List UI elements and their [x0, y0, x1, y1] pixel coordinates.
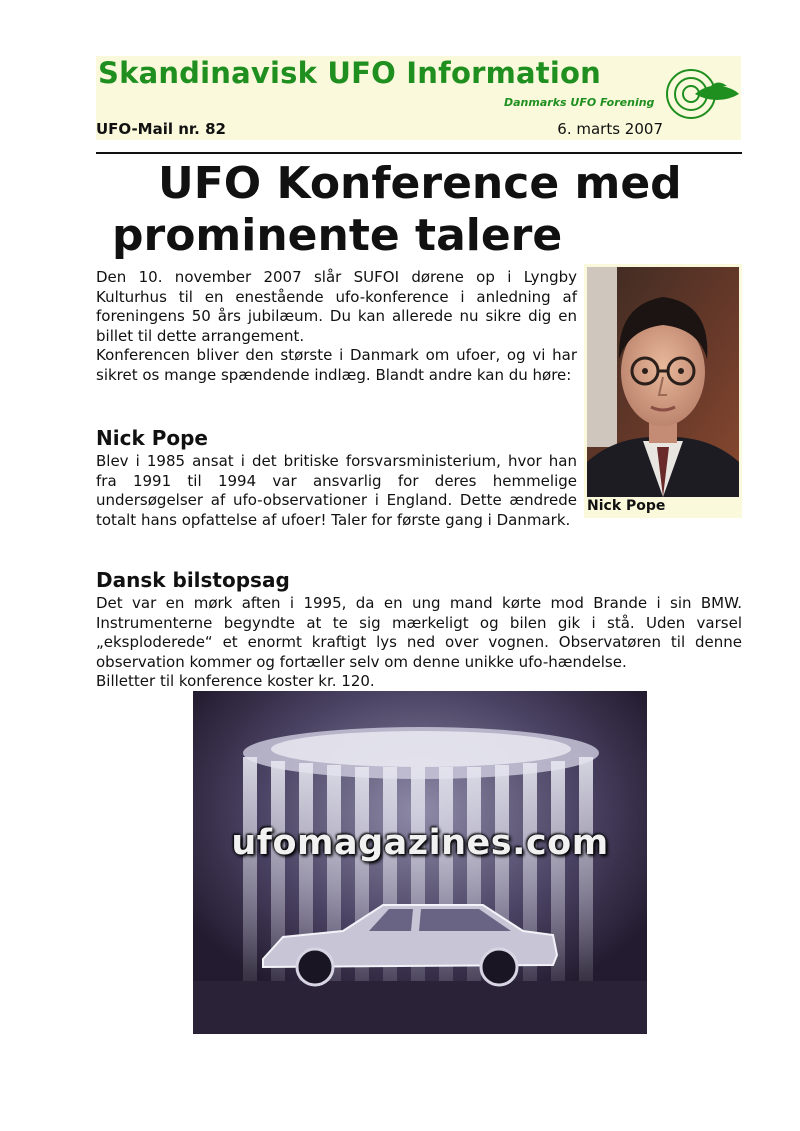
intro-text	[96, 268, 577, 385]
issue-date: 6. marts 2007	[557, 120, 663, 138]
watermark-text: ufomagazines.com	[231, 823, 609, 863]
intro-paragraph-1: Den 10. november 2007 slår SUFOI dørene op i Lyngby Kulturhus til en enestående ufo-konference i anledning af foreningens 50 års jubilæum. Du kan allerede nu sikre dig en billet til dette arrangement.	[96, 268, 577, 345]
portrait-figure	[584, 264, 742, 518]
masthead	[96, 56, 741, 140]
portrait-photo	[587, 267, 739, 497]
ufo-target-logo-icon	[665, 62, 741, 126]
section-text-nick-pope: Blev i 1985 ansat i det britiske forsvarsministerium, hvor han fra 1991 til 1994 var ansvarlig for deres hemmelige undersøgelser af ufo-observationer i England. Dette ændrede totalt hans opfattelse af ufoer! Taler for første gang i Danmark.	[96, 452, 577, 529]
ufo-car-illustration	[193, 691, 647, 1034]
header-rule	[96, 152, 742, 154]
section-heading-dansk-bilstopsag: Dansk bilstopsag	[96, 568, 290, 592]
section-heading-nick-pope: Nick Pope	[96, 426, 208, 450]
section-text-dansk-bilstopsag	[96, 594, 742, 692]
headline-line-1: UFO Konference med	[158, 158, 682, 209]
issue-number: UFO-Mail nr. 82	[96, 120, 226, 138]
ticket-price-text: Billetter til konference koster kr. 120.	[96, 672, 375, 690]
intro-paragraph-2: Konferencen bliver den største i Danmark om ufoer, og vi har sikret os mange spændende indlæg. Blandt andre kan du høre:	[96, 346, 577, 384]
publication-title: Skandinavisk UFO Information	[98, 56, 601, 90]
headline	[100, 158, 740, 262]
publication-subtitle: Danmarks UFO Forening	[504, 96, 655, 109]
section-paragraph-dansk: Det var en mørk aften i 1995, da en ung mand kørte mod Brande i sin BMW. Instrumenterne begyndte at te sig mærkeligt og bilen gik i stå. Uden varsel „eksploderede“ et enormt kraftigt lys ned over vognen. Observatøren til denne observation kommer og fortæller selv om denne unikke ufo-hændelse.	[96, 594, 742, 671]
portrait-caption: Nick Pope	[587, 498, 666, 514]
headline-line-2: prominente talere	[112, 210, 563, 261]
